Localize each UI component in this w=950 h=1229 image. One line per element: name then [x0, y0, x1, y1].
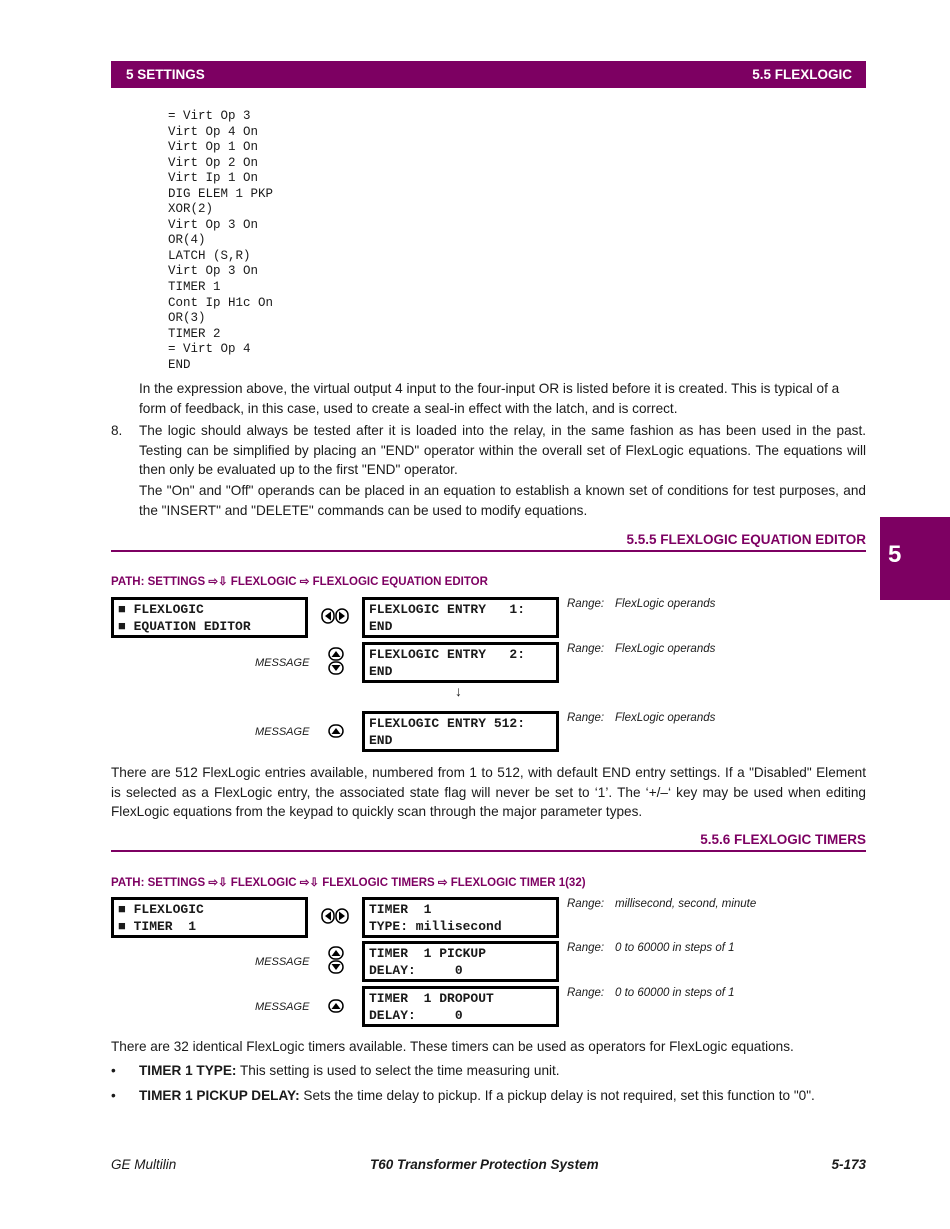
- message-label: MESSAGE: [255, 726, 310, 738]
- range-caption: Range:: [567, 987, 605, 999]
- section-title: 5.5.6 FLEXLOGIC TIMERS: [700, 832, 866, 847]
- continuation-arrow: ↓: [455, 683, 462, 699]
- code-line: END: [168, 357, 191, 372]
- code-line: Virt Ip 1 On: [168, 171, 259, 186]
- range-value: FlexLogic operands: [615, 712, 716, 724]
- bullet: •: [111, 1088, 116, 1103]
- paragraph: There are 32 identical FlexLogic timers available. These timers can be used as operators for FlexLogic equations.: [111, 1039, 794, 1054]
- setting-display[interactable]: TIMER 1 PICKUP DELAY: 0: [362, 941, 559, 982]
- chapter-tab: [880, 517, 950, 600]
- section-title: 5.5.5 FLEXLOGIC EQUATION EDITOR: [626, 532, 866, 547]
- code-line: OR(4): [168, 233, 206, 248]
- range-caption: Range:: [567, 898, 605, 910]
- code-line: = Virt Op 3: [168, 109, 251, 123]
- settings-path: PATH: SETTINGS ⇨⇩ FLEXLOGIC ⇨ FLEXLOGIC EQUATION EDITOR: [111, 576, 488, 588]
- bullet-text: Sets the time delay to pickup. If a pickup delay is not required, set this function to "0".: [299, 1088, 815, 1103]
- code-line: Virt Op 3 On: [168, 217, 259, 232]
- message-label: MESSAGE: [255, 1001, 310, 1013]
- bullet: •: [111, 1063, 116, 1078]
- range-value: 0 to 60000 in steps of 1: [615, 942, 735, 954]
- range-caption: Range:: [567, 712, 605, 724]
- range-value: millisecond, second, minute: [615, 898, 757, 910]
- paragraph: The "On" and "Off" operands can be placed in an equation to establish a known set of conditions for test purposes, and the "INSERT" and "DELETE" commands can be used to modify equations.: [139, 483, 866, 518]
- range-caption: Range:: [567, 942, 605, 954]
- setting-display[interactable]: FLEXLOGIC ENTRY 512: END: [362, 711, 559, 752]
- range-label: [567, 643, 716, 655]
- range-label: [567, 898, 757, 910]
- up-arrow-key-icon[interactable]: [328, 999, 344, 1018]
- range-label: [567, 712, 716, 724]
- bullet-term: TIMER 1 TYPE:: [139, 1063, 237, 1078]
- footer-page-number: 5-173: [831, 1157, 866, 1172]
- code-line: DIG ELEM 1 PKP: [168, 186, 274, 201]
- range-value: FlexLogic operands: [615, 598, 716, 610]
- setting-display[interactable]: FLEXLOGIC ENTRY 2: END: [362, 642, 559, 683]
- list-item-text: The logic should always be tested after it is loaded into the relay, in the same fashion as has been used in the past. Testing can be simplified by placing an "END" operator within the overall set of FlexLogic equations. The equations will then only be evaluated up to the first "END" operator.: [139, 423, 866, 477]
- header-chapter: 5 SETTINGS: [126, 67, 205, 82]
- code-line: Virt Op 4 On: [168, 124, 259, 139]
- range-caption: Range:: [567, 643, 605, 655]
- up-down-arrow-keys-icon[interactable]: [328, 946, 344, 979]
- code-line: Virt Op 1 On: [168, 140, 259, 155]
- code-line: TIMER 2: [168, 326, 221, 341]
- left-right-arrow-keys-icon[interactable]: [321, 608, 349, 629]
- paragraph: In the expression above, the virtual output 4 input to the four-input OR is listed before it is created. This is typical of a form of feedback, in this case, used to create a seal-in effect with the latch, and is correct.: [139, 381, 840, 416]
- code-line: XOR(2): [168, 202, 214, 217]
- range-caption: Range:: [567, 598, 605, 610]
- chapter-number: 5: [888, 541, 902, 568]
- left-right-arrow-keys-icon[interactable]: [321, 908, 349, 929]
- code-line: = Virt Op 4: [168, 342, 251, 357]
- up-arrow-key-icon[interactable]: [328, 724, 344, 743]
- list-number: 8.: [111, 423, 123, 438]
- section-rule: [111, 550, 866, 552]
- section-rule: [111, 850, 866, 852]
- code-listing: [168, 109, 273, 373]
- range-value: 0 to 60000 in steps of 1: [615, 987, 735, 999]
- code-line: Virt Op 2 On: [168, 155, 259, 170]
- setting-display[interactable]: TIMER 1 DROPOUT DELAY: 0: [362, 986, 559, 1027]
- settings-path: PATH: SETTINGS ⇨⇩ FLEXLOGIC ⇨⇩ FLEXLOGIC TIMERS ⇨ FLEXLOGIC TIMER 1(32): [111, 877, 586, 889]
- code-line: LATCH (S,R): [168, 248, 251, 263]
- setting-display[interactable]: TIMER 1 TYPE: millisecond: [362, 897, 559, 938]
- footer-company: GE Multilin: [111, 1157, 177, 1172]
- bullet-term: TIMER 1 PICKUP DELAY:: [139, 1088, 300, 1103]
- paragraph: There are 512 FlexLogic entries available, numbered from 1 to 512, with default END entry settings. If a "Disabled" Element is selected as a FlexLogic entry, the associated state flag will never be set to ‘1’. The ‘+/–‘ key may be used when editing FlexLogic equations from the keypad to quickly scan through the major parameter types.: [111, 765, 866, 819]
- code-line: OR(3): [168, 311, 206, 326]
- bullet-text: This setting is used to select the time measuring unit.: [236, 1063, 560, 1078]
- range-label: [567, 942, 735, 954]
- message-label: MESSAGE: [255, 956, 310, 968]
- message-label: MESSAGE: [255, 657, 310, 669]
- menu-header-display[interactable]: ■ FLEXLOGIC ■ TIMER 1: [111, 897, 308, 938]
- menu-header-display[interactable]: ■ FLEXLOGIC ■ EQUATION EDITOR: [111, 597, 308, 638]
- code-line: Virt Op 3 On: [168, 264, 259, 279]
- up-down-arrow-keys-icon[interactable]: [328, 647, 344, 680]
- code-line: TIMER 1: [168, 280, 221, 295]
- range-label: [567, 987, 735, 999]
- setting-display[interactable]: FLEXLOGIC ENTRY 1: END: [362, 597, 559, 638]
- range-value: FlexLogic operands: [615, 643, 716, 655]
- page-header: [111, 61, 866, 88]
- header-section: 5.5 FLEXLOGIC: [752, 67, 852, 82]
- code-line: Cont Ip H1c On: [168, 295, 274, 310]
- range-label: [567, 598, 716, 610]
- footer-title: T60 Transformer Protection System: [370, 1157, 599, 1172]
